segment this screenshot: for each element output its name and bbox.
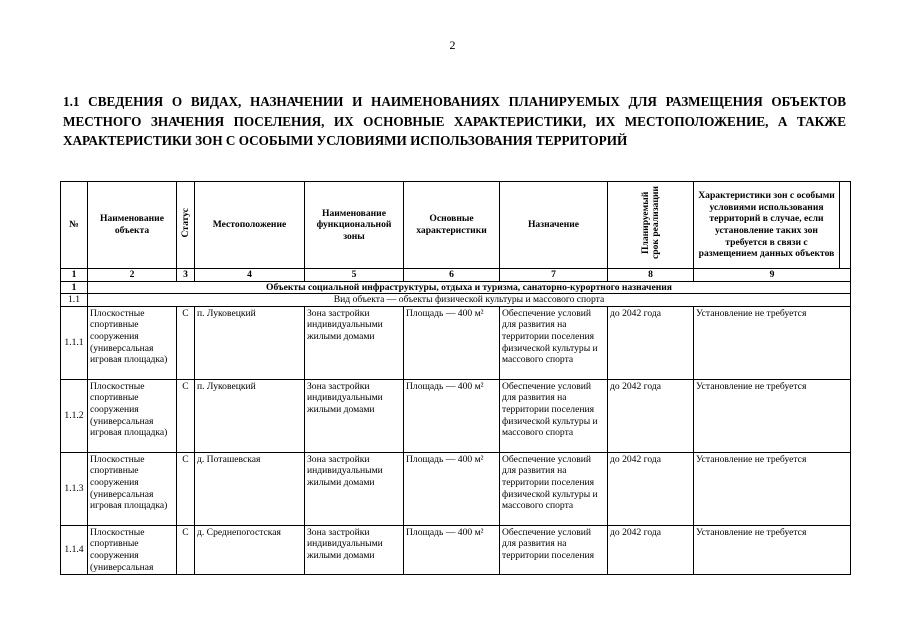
characteristics: Площадь — 400 м² <box>404 525 500 574</box>
term: до 2042 года <box>608 379 694 452</box>
table-row <box>61 306 851 379</box>
document-title: 1.1 СВЕДЕНИЯ О ВИДАХ, НАЗНАЧЕНИИ И НАИМЕНОВАНИЯХ ПЛАНИРУЕМЫХ ДЛЯ РАЗМЕЩЕНИЯ ОБЪЕКТОВ МЕСТНОГО ЗНАЧЕНИЯ ПОСЕЛЕНИЯ, ИХ ОСНОВНЫЕ ХАРАКТЕРИСТИКИ, ИХ МЕСТОПОЛОЖЕНИЕ, А ТАКЖЕ ХАРАКТЕРИСТИКИ ЗОН С ОСОБЫМИ УСЛОВИЯМИ ИСПОЛЬЗОВАНИЯ ТЕРРИТОРИЙ <box>63 94 846 148</box>
column-number: 5 <box>305 269 404 282</box>
table-header-row <box>61 182 851 269</box>
location: п. Луковецкий <box>195 306 305 379</box>
functional-zone: Зона застройки индивидуальными жилыми домами <box>305 306 404 379</box>
table-row <box>61 452 851 525</box>
special-zones: Установление не требуется <box>694 306 851 379</box>
location: д. Среднепогостская <box>195 525 305 574</box>
header-functional-zone: Наименование функциональной зоны <box>305 182 404 269</box>
term: до 2042 года <box>608 525 694 574</box>
header-object-name: Наименование объекта <box>88 182 177 269</box>
special-zones: Установление не требуется <box>694 525 851 574</box>
status: С <box>177 379 195 452</box>
table-row <box>61 525 851 574</box>
purpose: Обеспечение условий для развития на территории поселения <box>500 525 608 574</box>
section-row <box>61 281 851 294</box>
header-term <box>608 182 694 269</box>
functional-zone: Зона застройки индивидуальными жилыми домами <box>305 525 404 574</box>
term: до 2042 года <box>608 306 694 379</box>
object-name: Плоскостные спортивные сооружения (универсальная <box>88 525 177 574</box>
row-number: 1.1.1 <box>61 306 88 379</box>
section-number: 1 <box>61 281 88 294</box>
header-purpose: Назначение <box>500 182 608 269</box>
table-row <box>61 379 851 452</box>
column-number: 9 <box>694 269 851 282</box>
functional-zone: Зона застройки индивидуальными жилыми домами <box>305 452 404 525</box>
column-number: 4 <box>195 269 305 282</box>
header-term-text: Планируемый срок реализации <box>639 186 661 260</box>
column-number: 2 <box>88 269 177 282</box>
purpose: Обеспечение условий для развития на территории поселения физической культуры и массового спорта <box>500 379 608 452</box>
row-number: 1.1.4 <box>61 525 88 574</box>
header-special-zones: Характеристики зон с особыми условиями использования территорий в случае, если установление таких зон требуется в связи с размещением данных объектов <box>694 182 840 269</box>
location: д. Поташевская <box>195 452 305 525</box>
header-status-text: Статус <box>179 208 191 238</box>
characteristics: Площадь — 400 м² <box>404 452 500 525</box>
characteristics: Площадь — 400 м² <box>404 306 500 379</box>
header-location: Местоположение <box>195 182 305 269</box>
term: до 2042 года <box>608 452 694 525</box>
column-number: 6 <box>404 269 500 282</box>
special-zones: Установление не требуется <box>694 452 851 525</box>
section-label: Объекты социальной инфраструктуры, отдыха и туризма, санаторно-курортного назначения <box>88 281 851 294</box>
subsection-number: 1.1 <box>61 294 88 307</box>
purpose: Обеспечение условий для развития на территории поселения физической культуры и массового спорта <box>500 306 608 379</box>
status: С <box>177 306 195 379</box>
object-name: Плоскостные спортивные сооружения (универсальная игровая площадка) <box>88 452 177 525</box>
header-status <box>177 182 195 269</box>
column-number: 1 <box>61 269 88 282</box>
subsection-label: Вид объекта — объекты физической культуры и массового спорта <box>88 294 851 307</box>
location: п. Луковецкий <box>195 379 305 452</box>
object-name: Плоскостные спортивные сооружения (универсальная игровая площадка) <box>88 306 177 379</box>
column-number: 3 <box>177 269 195 282</box>
status: С <box>177 452 195 525</box>
column-number-row <box>61 269 851 282</box>
functional-zone: Зона застройки индивидуальными жилыми домами <box>305 379 404 452</box>
characteristics: Площадь — 400 м² <box>404 379 500 452</box>
special-zones: Установление не требуется <box>694 379 851 452</box>
column-number: 7 <box>500 269 608 282</box>
header-characteristics: Основные характеристики <box>404 182 500 269</box>
header-empty <box>840 182 851 269</box>
header-number: № <box>61 182 88 269</box>
row-number: 1.1.2 <box>61 379 88 452</box>
subsection-row <box>61 294 851 307</box>
row-number: 1.1.3 <box>61 452 88 525</box>
page-number: 2 <box>449 38 456 52</box>
column-number: 8 <box>608 269 694 282</box>
objects-table <box>60 181 851 575</box>
status: С <box>177 525 195 574</box>
object-name: Плоскостные спортивные сооружения (универсальная игровая площадка) <box>88 379 177 452</box>
purpose: Обеспечение условий для развития на территории поселения физической культуры и массового спорта <box>500 452 608 525</box>
